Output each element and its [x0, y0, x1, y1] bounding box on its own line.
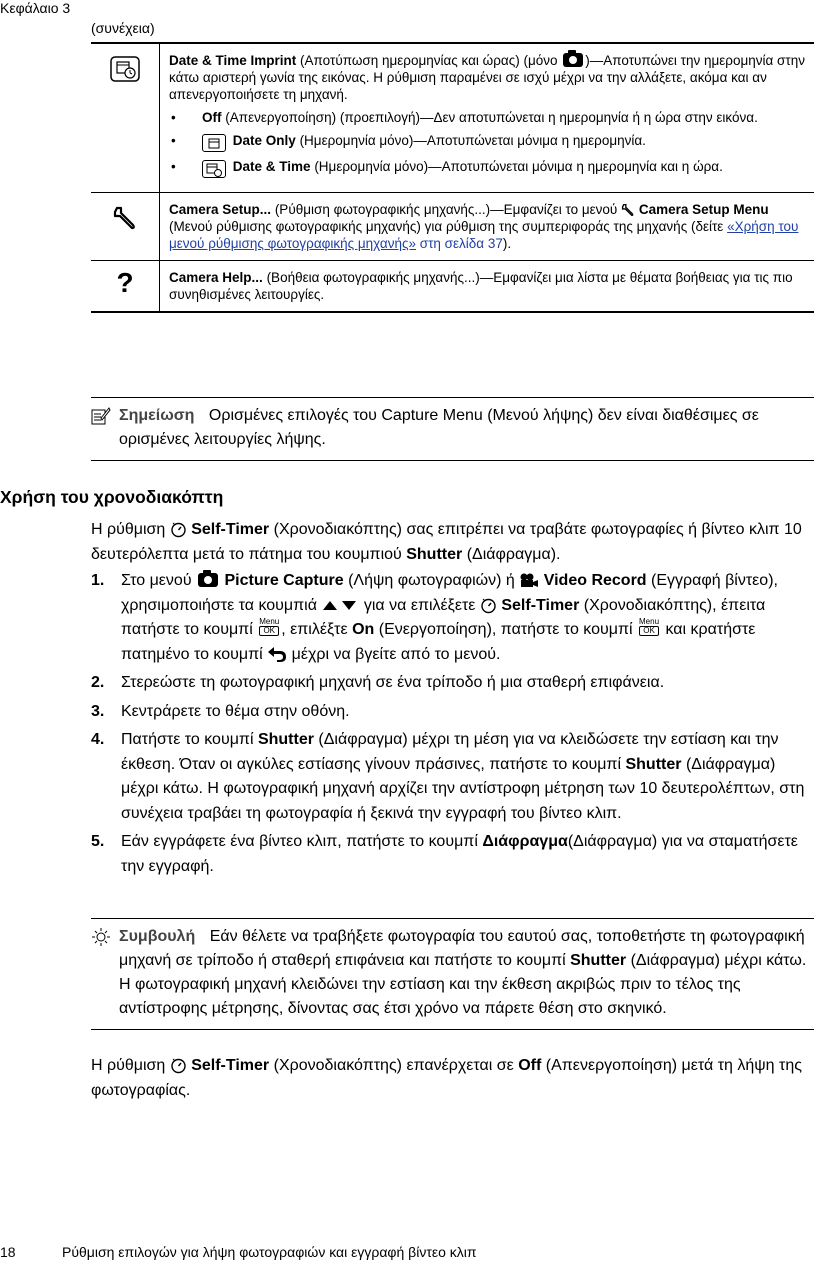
note-pencil-icon: [91, 404, 111, 428]
table-row: Date & Time Imprint (Αποτύπωση ημερομηνίας και ώρας) (μόνο )—Αποτυπώνει την ημερομηνία στην κάτω αριστερή γωνία της εικόνας. Η ρύθμιση παραμένει σε ισχύ μέχρι να την αλλάξετε, ακόμα και αν απενεργοποιήσετε τη μηχανή. • Off (Απενεργοποίηση) (προεπιλογή)—Δεν αποτυπώνεται η ημερομηνία ή η ώρα στην εικόνα. • Date Only (Ημερομηνία μόνο)—Αποτυπώνεται μόνιμα η ημερομηνία. • Date & Time (Ημερομηνία μόνο)—Αποτυπώνεται μόνιμα η ημερομηνία και η ώρα.: [91, 43, 814, 193]
list-item: 4. Πατήστε το κουμπί Shutter (Διάφραγμα) μέχρι τη μέση για να κλειδώσετε την εστίαση και την έκθεση. Όταν οι αγκύλες εστίασης γίνουν πράσινες, πατήστε το κουμπί Shutter (Διάφραγμα) μέχρι κάτω. Η φωτογραφική μηχανή αρχίζει την αντίστροφη μέτρηση των 10 δευτερολέπτων, στη συνέχεια τραβάει τη φωτογραφία ή ξεκινά την εγγραφή του βίντεο κλιπ.: [91, 731, 805, 822]
back-arrow-icon: [267, 646, 287, 662]
menu-ok-button-icon: Menu OK: [259, 617, 280, 635]
self-timer-icon: [170, 1057, 187, 1074]
up-down-arrows-icon: [321, 599, 359, 611]
row-title: Camera Setup...: [169, 202, 272, 217]
row-title: Date & Time Imprint: [169, 53, 297, 68]
list-item: • Date Only (Ημερομηνία μόνο)—Αποτυπώνεται μόνιμα η ημερομηνία.: [169, 132, 810, 152]
self-timer-icon: [480, 597, 497, 614]
table-row: Camera Setup... (Ρύθμιση φωτογραφικής μηχανής...)—Εμφανίζει το μενού Camera Setup Menu (Μενού ρύθμισης φωτογραφικής μηχανής) για ρύθμιση της συμπεριφοράς της μηχανής (δείτε «Χρήση του μενού ρύθμισης φωτογραφικής μηχανής» στη σελίδα 37).: [91, 193, 814, 261]
continued-label: (συνέχεια): [91, 20, 155, 36]
steps-list: [91, 569, 814, 883]
row-title: Camera Help...: [169, 270, 263, 285]
tip-lightbulb-icon: [91, 925, 111, 949]
date-only-icon: [202, 134, 226, 152]
list-item: 1. Στο μενού Picture Capture (Λήψη φωτογραφιών) ή Video Record (Εγγραφή βίντεο), χρησιμοποιήστε τα κουμπιά για να επιλέξετε Self-Timer (Χρονοδιακόπτης), έπειτα πατήστε το κουμπί Menu OK , επιλέξτε On (Ενεργοποίηση), πατήστε το κουμπί Menu OK και κρατήστε πατημένο το κουμπί μέχρι να βγείτε από το μενού.: [91, 572, 778, 663]
video-camera-icon: [519, 573, 539, 588]
tip-box: Συμβουλή Εάν θέλετε να τραβήξετε φωτογραφία του εαυτού σας, τοποθετήστε τη φωτογραφική μηχανή σε τρίποδο ή σταθερή επιφάνεια και πατήστε το κουμπί Shutter (Διάφραγμα) μέχρι κάτω. Η φωτογραφική μηχανή κλειδώνει την εστίαση και την έκθεση ακριβώς πριν το τέλος της αντίστροφης μέτρησης, δίνοντας σας έτσι χρόνο να πάρετε θέση στο σκηνικό.: [91, 918, 814, 1030]
list-item: • Off (Απενεργοποίηση) (προεπιλογή)—Δεν αποτυπώνεται η ημερομηνία ή η ώρα στην εικόνα.: [171, 110, 758, 125]
menu-ok-button-icon: Menu OK: [639, 617, 660, 635]
camera-icon: [563, 53, 583, 67]
list-item: 3. Κεντράρετε το θέμα στην οθόνη.: [91, 702, 350, 720]
date-time-imprint-icon: [110, 56, 140, 82]
wrench-icon: [112, 205, 138, 231]
list-item: • Date & Time (Ημερομηνία μόνο)—Αποτυπώνεται μόνιμα η ημερομηνία και η ώρα.: [169, 158, 810, 178]
self-timer-icon: [170, 521, 187, 538]
intro-paragraph: Η ρύθμιση Self-Timer (Χρονοδιακόπτης) σας επιτρέπει να τραβάτε φωτογραφίες ή βίντεο κλιπ 10 δευτερόλεπτα μετά το πάτημα του κουμπιού Shutter (Διάφραγμα).: [91, 521, 802, 563]
wrench-icon: [621, 203, 635, 217]
cross-reference-link[interactable]: «Χρήση του μενού ρύθμισης φωτογραφικής μηχανής»: [169, 219, 799, 251]
closing-paragraph: Η ρύθμιση Self-Timer (Χρονοδιακόπτης) επανέρχεται σε Off (Απενεργοποίηση) μετά τη λήψη της φωτογραφίας.: [91, 1057, 802, 1099]
footer-title: Ρύθμιση επιλογών για λήψη φωτογραφιών και εγγραφή βίντεο κλιπ: [62, 1244, 477, 1260]
camera-icon: [198, 573, 218, 587]
note-text: Ορισμένες επιλογές του Capture Menu (Μενού λήψης) δεν είναι διαθέσιμες σε ορισμένες λειτουργίες λήψης.: [119, 407, 759, 448]
help-question-icon: ?: [116, 267, 134, 298]
chapter-label: Κεφάλαιο 3: [0, 0, 71, 16]
list-item: 5. Εάν εγγράφετε ένα βίντεο κλιπ, πατήστε το κουμπί Διάφραγμα(Διάφραγμα) για να σταματήσετε την εγγραφή.: [91, 833, 798, 875]
date-and-time-icon: [202, 160, 226, 178]
page-number: 18: [0, 1244, 16, 1260]
page-reference-link[interactable]: στη σελίδα 37: [419, 236, 503, 251]
list-item: 2. Στερεώστε τη φωτογραφική μηχανή σε ένα τρίποδο ή μια σταθερή επιφάνεια.: [91, 674, 665, 691]
table-row: ? Camera Help... (Βοήθεια φωτογραφικής μηχανής...)—Εμφανίζει μια λίστα με θέματα βοήθειας για τις πιο συνηθισμένες λειτουργίες.: [91, 261, 814, 313]
tip-label: Συμβουλή: [119, 928, 196, 945]
options-table: [91, 42, 814, 313]
note-box: [91, 397, 814, 461]
note-label: Σημείωση: [119, 407, 195, 424]
imprint-options-list: [169, 109, 810, 178]
section-heading: Χρήση του χρονοδιακόπτη: [0, 487, 224, 507]
